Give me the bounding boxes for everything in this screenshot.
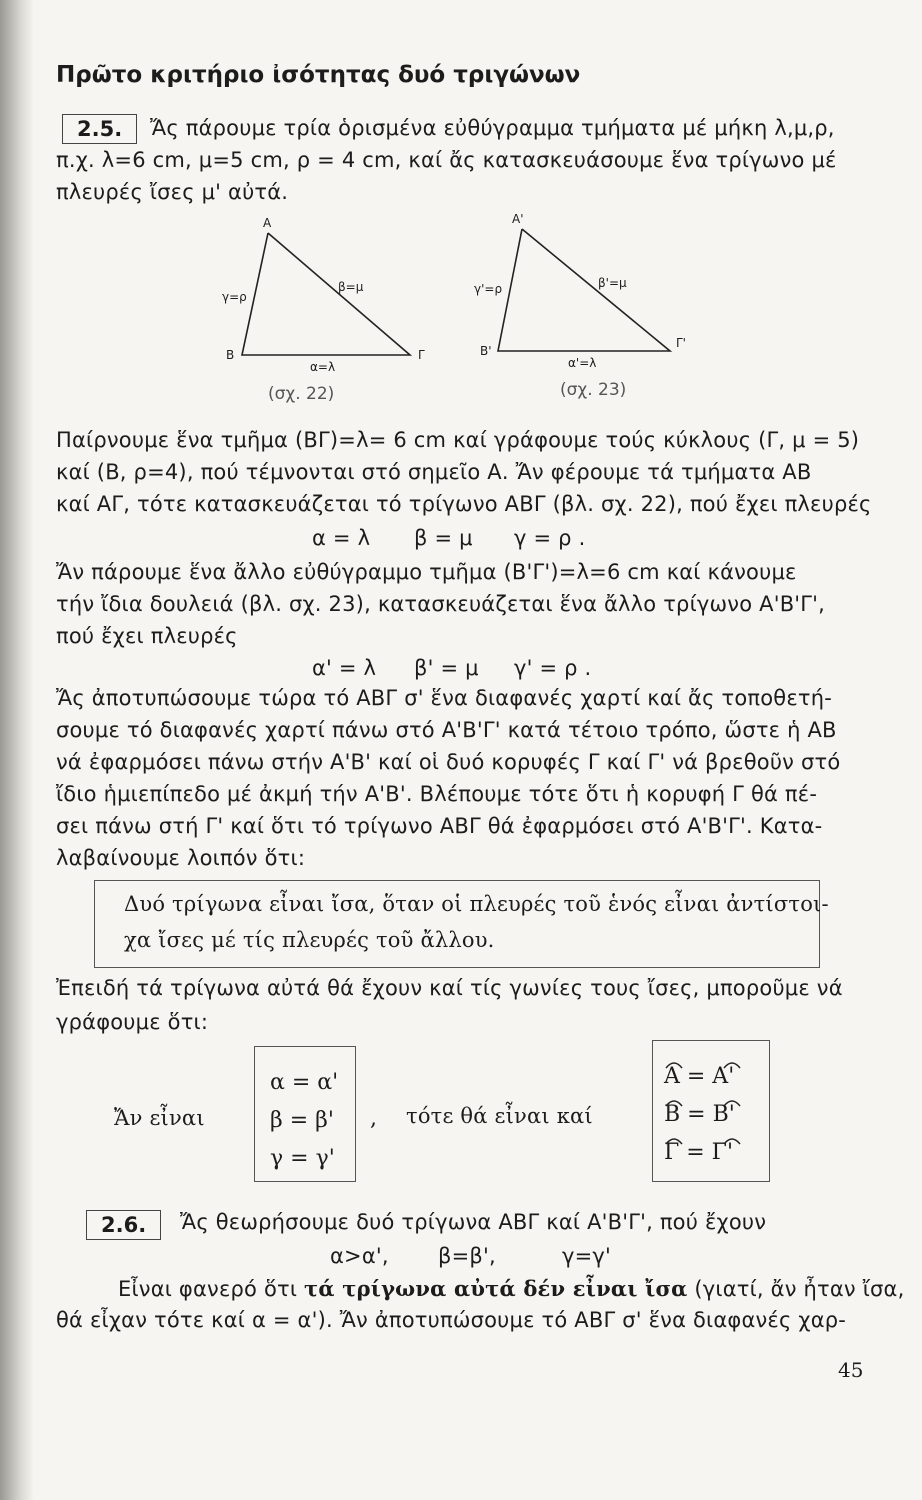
last-line-1 [118, 1276, 904, 1301]
fig22-vertex-b: B [226, 348, 235, 362]
section-2-5-line-1: Ἄς πάρουμε τρία ὁρισμένα εὐθύγραμμα τμήματα μέ μήκη λ,μ,ρ, [150, 116, 835, 140]
implication-comma: , [370, 1106, 377, 1131]
fig22-label-right: β=μ [338, 280, 364, 294]
theorem-line-1: Δυό τρίγωνα εἶναι ἴσα, ὅταν οἱ πλευρές τοῦ ἑνός εἶναι ἀντίστοι- [124, 892, 829, 916]
para3-line-2: σουμε τό διαφανές χαρτί πάνω στό Α'Β'Γ' κατά τέτοιο τρόπο, ὥστε ἡ ΑΒ [56, 718, 837, 742]
para3-line-3: νά ἐφαρμόσει πάνω στήν Α'Β' καί οἱ δυό κορυφές Γ καί Γ' νά βρεθοῦν στό [56, 750, 841, 774]
fig23-label-base: α'=λ [568, 356, 597, 370]
para1-line-3: καί ΑΓ, τότε κατασκευάζεται τό τρίγωνο ΑΒΓ (βλ. σχ. 22), πού ἔχει πλευρές [56, 492, 872, 516]
para3-line-5: σει πάνω στή Γ' καί ὅτι τό τρίγωνο ΑΒΓ θά ἐφαρμόσει στό Α'Β'Γ'. Κατα- [56, 814, 823, 838]
para4-line-2: γράφουμε ὅτι: [56, 1010, 209, 1034]
then-label: τότε θά εἶναι καί [406, 1104, 593, 1128]
last-line-1-post: (γιατί, ἄν ἦταν ἴσα, [687, 1277, 905, 1301]
eq1-alpha: α = λ [312, 526, 371, 550]
fig22-vertex-a: A [263, 216, 272, 230]
fig22-label-base: α=λ [310, 360, 336, 374]
fig22-caption: (σχ. 22) [268, 384, 335, 404]
fig23-caption: (σχ. 23) [560, 380, 627, 400]
hat-a [666, 1063, 682, 1068]
condition-alpha: α>α', [330, 1244, 389, 1268]
section-number-2-6: 2.6. [86, 1210, 161, 1240]
angle-b-equality: Β = Β' [664, 1102, 735, 1127]
para1-line-2: καί (Β, ρ=4), πού τέμνονται στό σημεῖο Α. Ἄν φέρουμε τά τμήματα ΑΒ [56, 460, 812, 484]
hat-g [666, 1139, 682, 1144]
figure-22-triangle [220, 215, 430, 380]
eq2-alpha: α' = λ [312, 656, 377, 680]
angle-a-equality: Α = Α' [664, 1064, 735, 1089]
condition-gamma: γ=γ' [562, 1244, 612, 1268]
last-line-2: θά εἶχαν τότε καί α = α'). Ἄν ἀποτυπώσουμε τό ΑΒΓ σ' ἕνα διαφανές χαρ- [56, 1308, 847, 1332]
fig23-label-right: β'=μ [598, 276, 627, 290]
eq2-beta: β' = μ [414, 656, 479, 680]
para3-line-6: λαβαίνουμε λοιπόν ὅτι: [56, 846, 306, 870]
side-beta-equality: β = β' [270, 1108, 334, 1133]
page-gutter-shadow [0, 0, 34, 1500]
para1-line-1: Παίρνουμε ἕνα τμῆμα (ΒΓ)=λ= 6 cm καί γράφουμε τούς κύκλους (Γ, μ = 5) [56, 428, 860, 452]
hat-b [666, 1101, 682, 1106]
eq2-gamma: γ' = ρ . [514, 656, 592, 680]
last-line-1-bold: τά τρίγωνα αὐτά δέν εἶναι ἴσα [304, 1276, 688, 1301]
angle-g-equality: Γ = Γ' [664, 1140, 733, 1165]
if-label: Ἄν εἶναι [114, 1106, 205, 1130]
fig23-label-left: γ'=ρ [474, 282, 503, 296]
page-title: Πρῶτο κριτήριο ἰσότητας δυό τριγώνων [56, 62, 581, 88]
side-gamma-equality: γ = γ' [270, 1146, 335, 1171]
angle-hat-marks [660, 1052, 770, 1172]
hat-b-prime [724, 1101, 740, 1106]
eq1-beta: β = μ [414, 526, 473, 550]
condition-beta: β=β', [438, 1244, 496, 1268]
section-2-5-line-2: π.χ. λ=6 cm, μ=5 cm, ρ = 4 cm, καί ἄς κατασκευάσουμε ἕνα τρίγωνο μέ [56, 148, 837, 172]
para4-line-1: Ἐπειδή τά τρίγωνα αὐτά θά ἔχουν καί τίς γωνίες τους ἴσες, μποροῦμε νά [56, 976, 843, 1000]
para2-line-3: πού ἔχει πλευρές [56, 624, 238, 648]
side-alpha-equality: α = α' [270, 1070, 339, 1095]
para3-line-1: Ἄς ἀποτυπώσουμε τώρα τό ΑΒΓ σ' ἕνα διαφανές χαρτί καί ἄς τοποθετή- [56, 686, 833, 710]
fig23-vertex-g: Γ' [676, 336, 686, 350]
page-number: 45 [838, 1358, 864, 1382]
para3-line-4: ἴδιο ἡμιεπίπεδο μέ ἀκμή τήν Α'Β'. Βλέπουμε τότε ὅτι ἡ κορυφή Γ θά πέ- [56, 782, 818, 806]
hat-g-prime [724, 1139, 740, 1144]
fig23-vertex-a: A' [512, 212, 524, 226]
fig22-label-left: γ=ρ [222, 290, 247, 304]
para2-line-1: Ἄν πάρουμε ἕνα ἄλλο εὐθύγραμμο τμῆμα (Β'Γ')=λ=6 cm καί κάνουμε [56, 560, 797, 584]
eq1-gamma: γ = ρ . [514, 526, 586, 550]
fig22-vertex-g: Γ [418, 348, 425, 362]
hat-a-prime [724, 1063, 740, 1068]
section-number-2-5: 2.5. [62, 114, 137, 144]
fig23-vertex-b: B' [480, 344, 492, 358]
section-2-6-line-1: Ἄς θεωρήσουμε δυό τρίγωνα ΑΒΓ καί Α'Β'Γ', πού ἔχουν [180, 1210, 767, 1234]
last-line-1-pre: Εἶναι φανερό ὅτι [118, 1277, 305, 1301]
section-2-5-line-3: πλευρές ἴσες μ' αὐτά. [56, 180, 289, 204]
para2-line-2: τήν ἴδια δουλειά (βλ. σχ. 23), κατασκευάζεται ἕνα ἄλλο τρίγωνο Α'Β'Γ', [56, 592, 826, 616]
theorem-line-2: χα ἴσες μέ τίς πλευρές τοῦ ἄλλου. [124, 928, 495, 952]
